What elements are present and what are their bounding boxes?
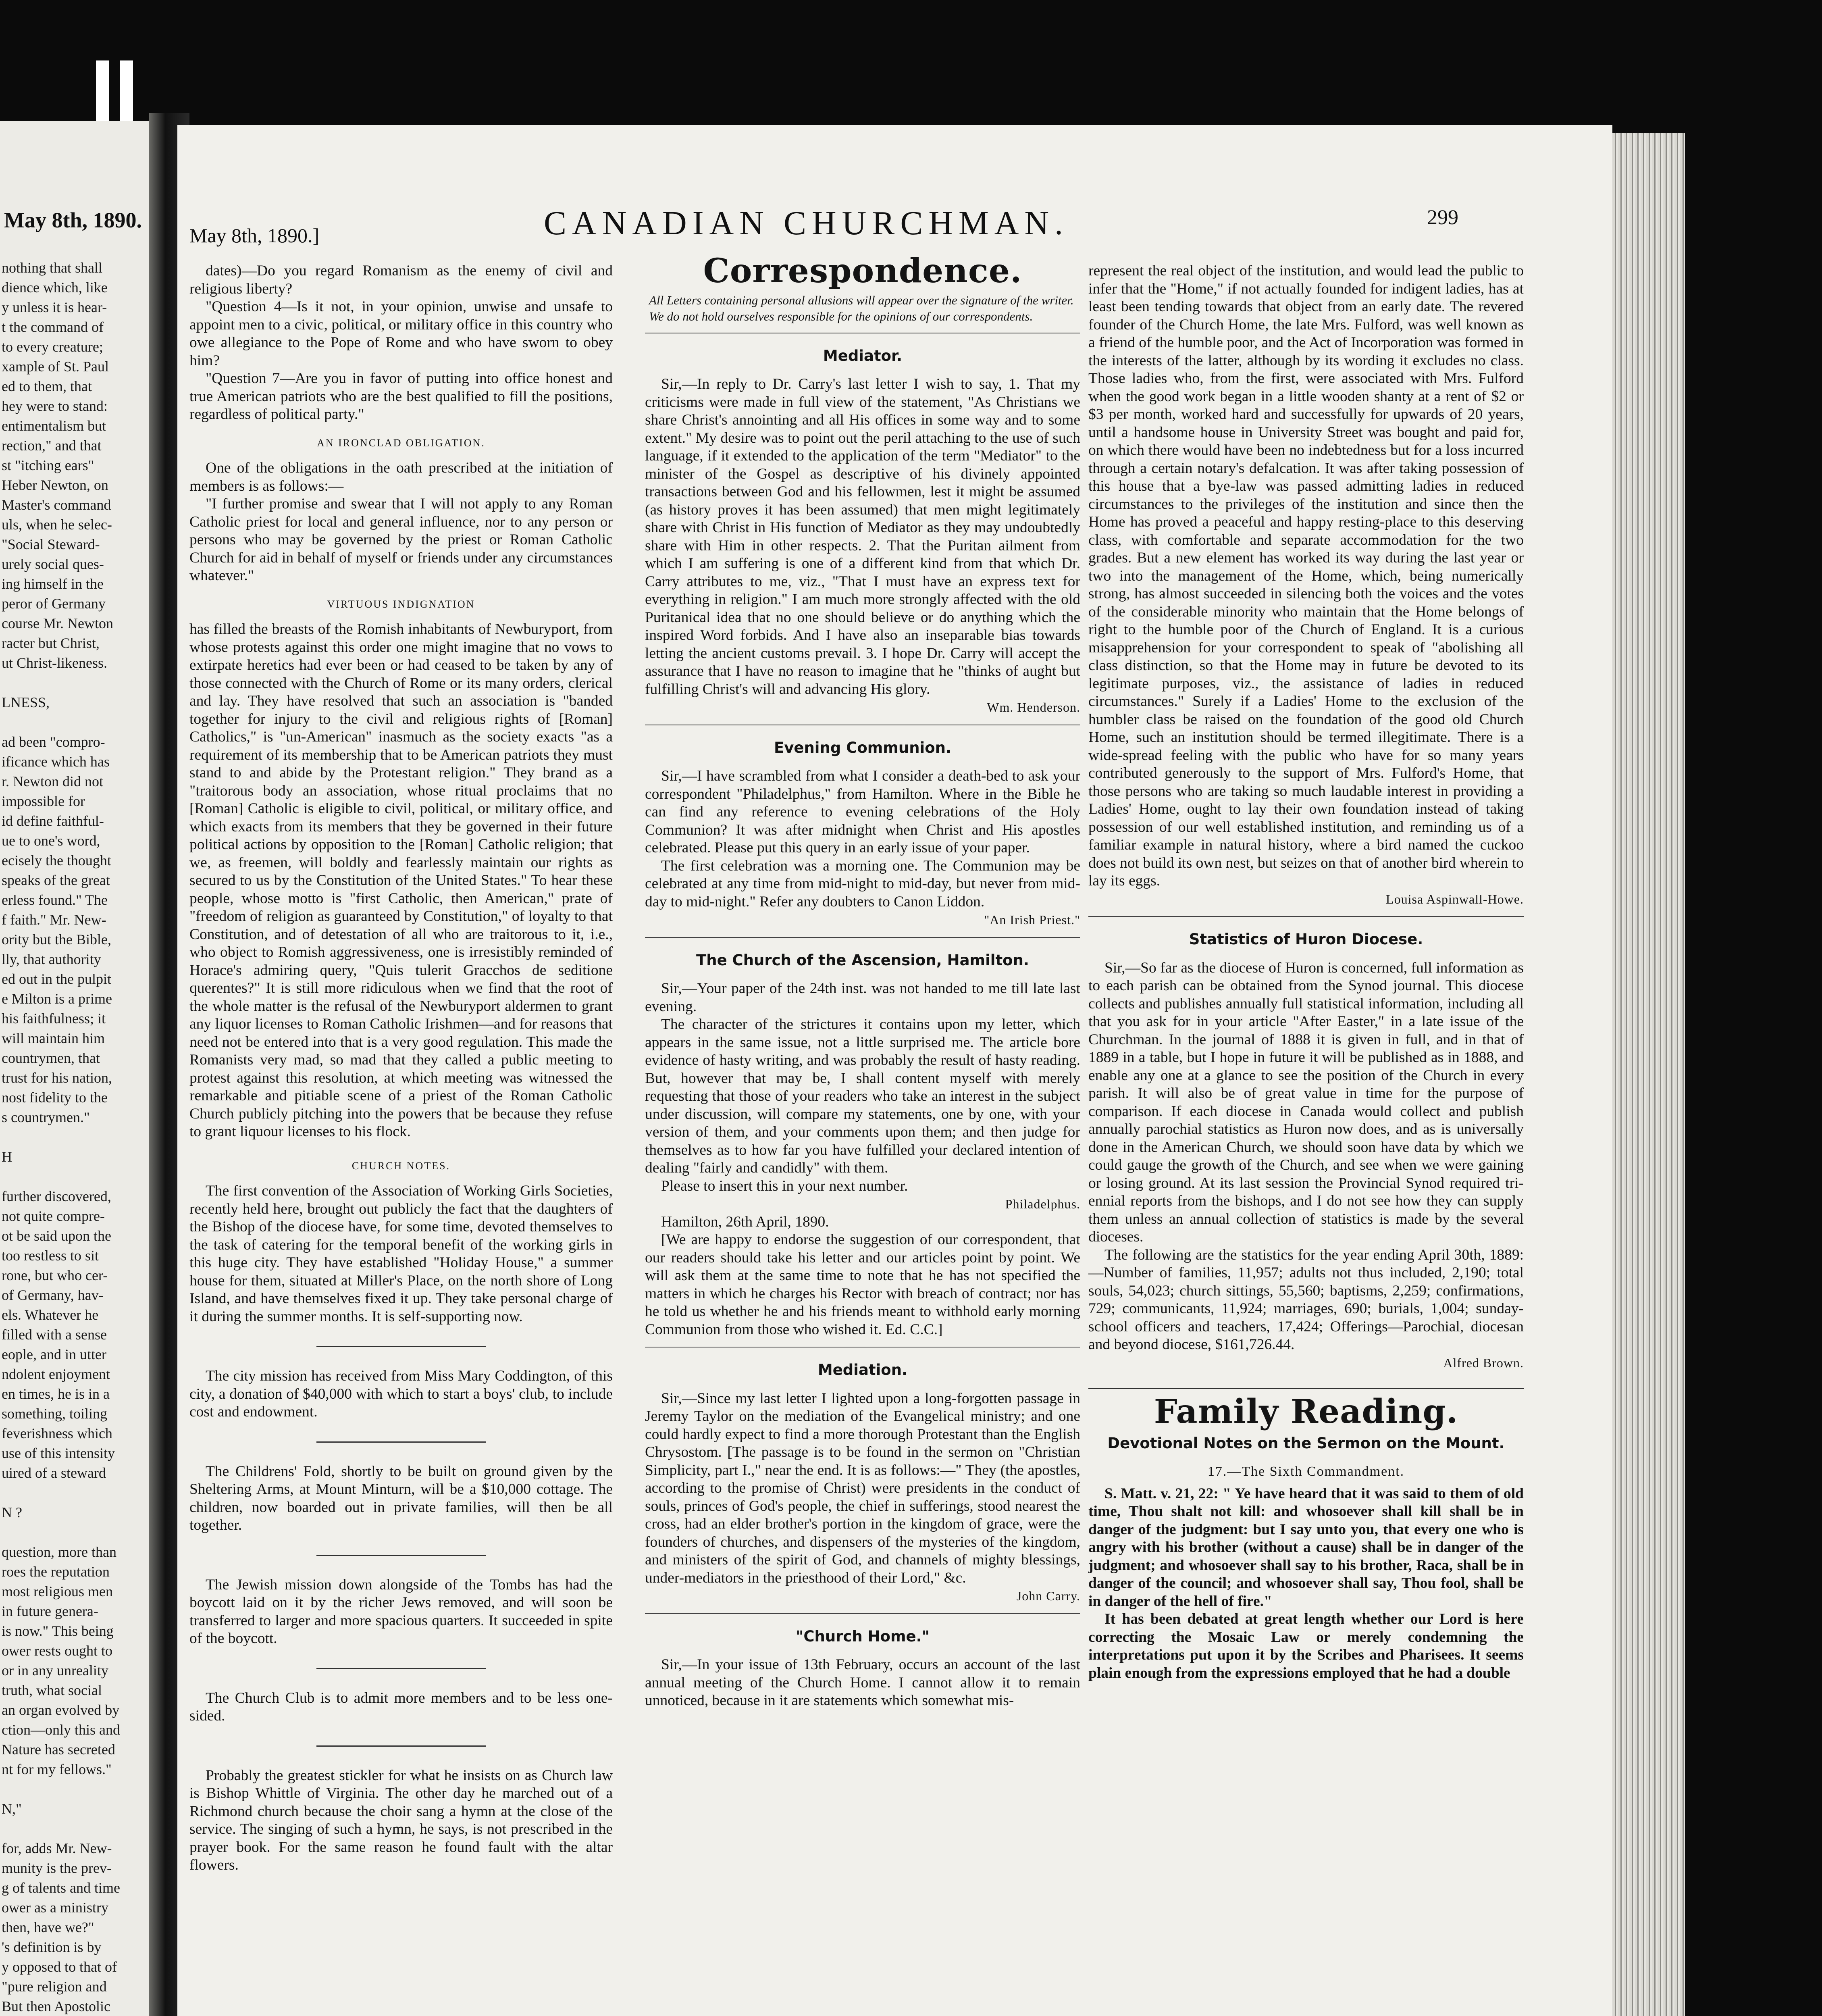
letter-body: The following are the statistics for the year ending April 30th, 1889:—Number of families, 11,957; adults not thus included, 2,190; total souls, 54,023; church sittings, 55,560; baptisms, 2,259; confirmations, 729; communicants, 11,924; marriages, 690; burials, 1,004; sunday-school officers and teachers, 17,424; Offerings—Parochial, diocesan and beyond diocese, $161,726.44. (1088, 1246, 1524, 1353)
letter-heading: "Church Home." (796, 1627, 930, 1645)
letter-heading: The Church of the Ascension, Hamilton. (696, 951, 1029, 969)
paragraph: "Question 7—Are you in favor of putting into office honest and true American patriots who are the best qualified to fill the positions, regardless of political party." (189, 370, 613, 423)
subheading: AN IRONCLAD OBLIGATION. (317, 437, 485, 449)
article-heading: Devotional Notes on the Sermon on the Mount. (1107, 1434, 1505, 1452)
previous-page-date: May 8th, 1890. (4, 208, 142, 232)
editor-note: [We are happy to endorse the suggestion of our correspondent, that our readers should take his letter and our articles point by point. We will ask them at the same time to note that he has not specified the matters in which he charges his Rector with breach of contract; nor has he told us whether he and his friends meant to withhold early morning Communion from those who wished it. Ed. C.C.] (645, 1231, 1080, 1338)
letter-body: represent the real object of the institution, and would lead the public to infer that the "Home," if not actually founded for indigent ladies, has at least been tending towards that object from an early date. The revered founder of the Church Home, the late Mrs. Fulford, was well known as a friend of the humble poor, and the Act of Incorporation was formed in the interests of the latter, although by its wording it excludes no class. Those ladies who, from the first, were associated with Mrs. Fulford when the good work began in a little wooden shanty at a rent of $2 or $3 per month, worked hard and successfully for upwards of 20 years, until a handsome house in University Street was bought and paid for, on which there would have been no indebtedness but for a loss incurred through a certain notary's defalcation. It was after taking possession of this house that a bye-law was passed admitting ladies in reduced circumstances to the privileges of the institution and since then the Home has proved a peaceful and happy resting-place to this deserving class, with comfortable and separate accommodation for the two grades. But a new element has worked its way during the last year or two into the management of the Home, which, being numerically strong, has almost succeeded in silencing both the voices and the votes of the considerable minority who maintain that the Home belongs of right to the humble poor of the Church of England. It is a curious misapprehension for your correspondent to speak of "abolishing all class distinction, so that the Home may in future be devoted to its legitimate purposes, viz., the assistance of ladies in reduced circumstances." Surely if a Ladies' Home to the exclusion of the humbler class be raised on the foundation of the good old Church Home, such an institution should be termed illegitimate. There is a wide-spread feeling with the public who have for so many years contributed generously to the support of Mrs. Fulford's Home, that those persons who are taking so much laudable interest in providing a Ladies' Home, ought to lay their own foundation instead of taking possession of our well established institution, and reminding us of a familiar example in natural history, where a bird named the cuckoo does not build its own nest, but seizes on that of another bird wherein to lay its eggs. (1088, 262, 1524, 889)
signature: "An Irish Priest." (984, 912, 1080, 927)
divider (316, 1555, 486, 1556)
paragraph: It has been debated at great length whether our Lord is here correcting the Mosaic Law or merely condemning the interpretations put upon it by the Scribes and Pharisees. It seems plain enough from the expressions employed that he had a double (1088, 1611, 1524, 1681)
paragraph: The first convention of the Association of Working Girls Societies, recently held here, brought out publicly the fact that the daughters of the Bishop of the diocese have, for some time, devoted themselves to the task of catering for the temporal benefit of the working girls in this huge city. They have established "Holiday House," a summer house for them, situated at Miller's Place, on the north shore of Long Island, and have themselves fixed it up. They take personal charge of it during the summer months. It is self-supporting now. (189, 1183, 613, 1325)
divider (316, 1668, 486, 1669)
paragraph: dates)—Do you regard Romanism as the enemy of civil and religious liberty? (189, 262, 613, 297)
paragraph: has filled the breasts of the Romish inhabitants of Newburyport, from whose protests against this order one might imagine that no vows to extirpate heretics had ever been or had ceased to be taken by any of those connected with the Church of Rome or its many orders, clerical and lay. They have resolved that such an association is "banded together for injury to the civil and religious rights of [Roman] Catholics," is "un-American" inasmuch as the society exacts "as a requirement of its membership that to be American patriots they must stand to and abide by the Protestant religion." They brand as a "traitorous body an association, whose ritual proclaims that no [Roman] Catholic is eligible to civil, political, or military office, and which exacts from its members that they be governed in their future political actions by opposition to the [Roman] Catholic religion; that we, as freemen, will boldly and fearlessly maintain our rights as secured to us by the Constitution of the United States." To hear these people, whose motto is "first Catholic, then American," prate of "freedom of religion as guaranteed by Constitution," of loyalty to that Constitution, and of detestation of all who are traitorous to it, i.e., who object to Romish aggressiveness, one is irresistibly reminded of Horace's admiring query, "Quis tulerit Gracchos de seditione querentes?" It is still more ridiculous when we find that the root of the whole matter is the refusal of the Newburyport aldermen to grant any liquor licenses to Roman Catholic Irishmen—and for reasons that need not be entered into that is a very good regulation. This made the Romanists very mad, so mad that they called a public meeting to protest against this resolution, at which meeting was witnessed the remarkable and pitiable scene of a priest of the Roman Catholic Church publicly pitching into the powers that be because they refuse to grant liquour licenses to his flock. (189, 621, 613, 1140)
signature: John Carry. (1016, 1589, 1080, 1603)
paragraph: The Jewish mission down alongside of the Tombs has had the boycott laid on it by the richer Jews removed, and will soon be transferred to larger and more spacious quarters. It succeeded in spite of the boycott. (189, 1576, 613, 1647)
letter-heading: Statistics of Huron Diocese. (1189, 931, 1423, 948)
letter-body: Sir,—In reply to Dr. Carry's last letter I wish to say, 1. That my criticisms were made in full view of the statement, "As Christians we share Christ's annointing and all His offices in some way and to some extent." My desire was to point out the peril attaching to the use of such language, if it extended to the application of the term "Mediator" to the minister of the Gospel as descriptive of his divinely appointed transactions between God and his fellowmen, lest it might be assumed (as history proves it has been assumed) that men might legitimately share with Christ in His function of Mediator as they may undoubtedly share with Him in other respects. 2. That the Puritan ailment from which I am suffering is one of a different kind from that which Dr. Carry attributes to me, viz., "That I must have an express text for everything in religion." I am much more strongly affected with the old Puritanical idea that no one should believe or do anything which the inspired Word forbids. And I have also an inseparable bias towards letting the ancient customs prevail. 3. I hope Dr. Carry will accept the assurance that I have no reason to imagine that he "thinks of aught but fulfilling Christ's will and advancing His glory. (645, 376, 1080, 698)
paragraph: "Question 4—Is it not, in your opinion, unwise and unsafe to appoint men to a civic, political, or military office in this country who owe allegiance to the Pope of Rome and who have sworn to obey him? (189, 298, 613, 369)
column-1 (189, 262, 613, 1874)
divider (645, 937, 1080, 938)
subheading: CHURCH NOTES. (352, 1160, 451, 1172)
scripture-quote: S. Matt. v. 21, 22: " Ye have heard that it was said to them of old time, Thou shalt not kill: and whosoever shall kill shall be in danger of the judgment: but I say unto you, that every one who is angry with his brother (without a cause) shall be in danger of the judgment; and whosoever shall say to his brother, Raca, shall be in danger of the council; and whosoever shall say, Thou fool, shall be in danger of the hell of fire." (1088, 1485, 1524, 1610)
divider (316, 1745, 486, 1747)
page-edges (1612, 133, 1685, 2016)
letter-body: Sir,—So far as the diocese of Huron is concerned, full information as to each parish can be obtained from the Synod journal. This diocese collects and publishes annually full statistical information, including all that you ask for in your article "After Easter," in a late issue of the Churchman. In the journal of 1888 it is given in full, and in that of 1889 in a table, but I hope in future it will be published as in 1888, and enable any one at a glance to see the position of the Church in every parish. It will also be of great value in time for the purpose of comparison. If each diocese in Canada would collect and publish annually parochial statistics as Huron now does, and as is universally done in the American Church, we should soon have data by which we could gauge the growth of the Church, and see when we were gaining or losing ground. At its last session the Provincial Synod required tri-ennial reports from the bishops, and I do not see how they can supply them unless an annual collection of statistics is made by the several dioceses. (1088, 959, 1524, 1245)
signature: Alfred Brown. (1443, 1355, 1524, 1370)
letter-body: Please to insert this in your next number. (661, 1177, 908, 1194)
letter-body: The character of the strictures it contains upon my letter, which appears in the same issue, not a little surprised me. The article bore evidence of hasty writing, and was probably the result of hasty reading. But, however that may be, I shall content myself with merely requesting that those of your readers who take an interest in the subject under discussion, will compare my statements, one by one, with your version of them, and your comments upon them; and then judge for themselves as to how far you have fulfilled your declared intention of dealing "fairly and candidly" with them. (645, 1016, 1080, 1176)
column-3 (1088, 262, 1524, 1682)
header-date: May 8th, 1890.] (189, 224, 320, 247)
editorial-note: All Letters containing personal allusions will appear over the signature of the writer. (649, 293, 1074, 307)
section-masthead-correspondence: Correspondence. (703, 252, 1022, 290)
divider (1088, 1388, 1524, 1389)
signature: Wm. Henderson. (987, 700, 1080, 714)
previous-page-text: nothing that shall dience which, like y unless it is hear- t the command of to every creature; xample of St. Paul ed to them, that hey were to stand: entimentalism but rection," and that st "itching ears" Heber Newton, on Master's command uls, when he selec- "Social Steward- urely social ques- ing himself in the peror of Germany course Mr. Newton racter but Christ, ut Christ-likeness. LNESS, ad been "compro- ificance which has r. Newton did not impossible for id define faithful- ue to one's word, ecisely the thought speaks of the great erless found." The f faith." Mr. New- ority but the Bible, lly, that authority ed out in the pulpit e Milton is a prime his faithfulness; it will maintain him countrymen, that trust for his nation, nost fidelity to the s countrymen." H further discovered, not quite compre- ot be said upon the too restless to sit rone, but who cer- of Germany, hav- els. Whatever he filled with a sense eople, and in utter ndolent enjoyment en times, he is in a something, toiling feverishness which use of this intensity uired of a steward N ? question, more than roes the reputation most religious men in future genera- is now." This being ower rests ought to or in any unreality truth, what social an organ evolved by ction—only this and Nature has secreted nt for my fellows." N," for, adds Mr. New- munity is the prev- g of talents and time ower as a ministry then, have we?" 's definition is by y opposed to that of "pure religion and But then Apostolic (2, 260, 120, 2014)
editorial-note: We do not hold ourselves responsible for the opinions of our correspondents. (649, 309, 1033, 323)
masthead-title: CANADIAN CHURCHMAN. (543, 204, 1069, 242)
article-subheading: 17.—The Sixth Commandment. (1207, 1464, 1405, 1479)
paragraph: The Childrens' Fold, shortly to be built on ground given by the Sheltering Arms, at Mount Minturn, will be a $10,000 cottage. The children, now boarded out in private families, will then be all together. (189, 1463, 613, 1533)
letter-heading: Mediation. (817, 1361, 908, 1379)
divider (316, 1441, 486, 1443)
paragraph: "I further promise and swear that I will not apply to any Roman Catholic priest for local and general influence, nor to any person or persons who may be governed by the priest or Roman Catholic Church for aid in behalf of myself or friends under any circumstances whatever." (189, 496, 613, 584)
letter-heading: Mediator. (823, 347, 903, 364)
page-number: 299 (1427, 206, 1458, 229)
letter-body: The first celebration was a morning one. The Communion may be celebrated at any time from mid-night to mid-day, but never from mid-day to mid-night." Refer any doubters to Canon Liddon. (645, 857, 1080, 910)
letter-body: Sir,—Since my last letter I lighted upon a long-forgotten passage in Jeremy Taylor on the mediation of the Evangelical ministry; and one could hardly expect to find a more thorough Protestant than the English Chrysostom. [The passage is to be found in the sermon on "Christian Simplicity, part I.," near the end. It is as follows:—" They (the apostles, according to the promise of Christ) were presidents in the conduct of souls, princes of God's people, the chief in sufferings, stood nearest the cross, had an elder brother's portion in the kingdom of grace, were the founders of churches, and dispensers of the mysteries of the kingdom, and ministers of the spirit of God, and channels of mighty blessings, under-mediators in the priesthood of their Lord," &c. (645, 1390, 1080, 1586)
letter-body: Sir,—I have scrambled from what I consider a death-bed to ask your correspondent "Philadelphus," from Hamilton. Where in the Bible he can find any reference to evening celebrations of the Holy Communion? It was after midnight when Christ and His apostles celebrated. Please put this query in an early issue of your paper. (645, 768, 1080, 856)
divider (645, 1613, 1080, 1614)
paragraph: One of the obligations in the oath prescribed at the initiation of members is as follows:— (189, 460, 613, 494)
divider (1088, 916, 1524, 917)
letter-heading: Evening Communion. (774, 739, 952, 756)
previous-page-fragment (0, 121, 149, 2016)
signature: Louisa Aspinwall-Howe. (1386, 891, 1524, 906)
paragraph: Probably the greatest stickler for what he insists on as Church law is Bishop Whittle of Virginia. The other day he marched out of a Richmond church because the choir sang a hymn at the close of the service. The singing of such a hymn, he says, is not prescribed in the prayer book. For the same reason he found fault with the altar flowers. (189, 1767, 613, 1873)
letter-body: Sir,—Your paper of the 24th inst. was not handed to me till late last evening. (645, 980, 1080, 1015)
subheading: VIRTUOUS INDIGNATION (327, 598, 475, 610)
paragraph: The city mission has received from Miss Mary Coddington, of this city, a donation of $40,000 with which to start a boys' club, to include cost and endowment. (189, 1368, 613, 1420)
signature: Philadelphus. (1005, 1197, 1080, 1211)
letter-body: Hamilton, 26th April, 1890. (661, 1213, 829, 1230)
divider (316, 1346, 486, 1347)
paragraph: The Church Club is to admit more members and to be less one-sided. (189, 1689, 613, 1724)
letter-body: Sir,—In your issue of 13th February, occurs an account of the last annual meeting of the Church Home. I cannot allow it to remain unnoticed, because in it are statements which somewhat mis- (645, 1656, 1080, 1709)
column-2 (645, 252, 1080, 1710)
section-masthead-family-reading: Family Reading. (1154, 1392, 1458, 1431)
